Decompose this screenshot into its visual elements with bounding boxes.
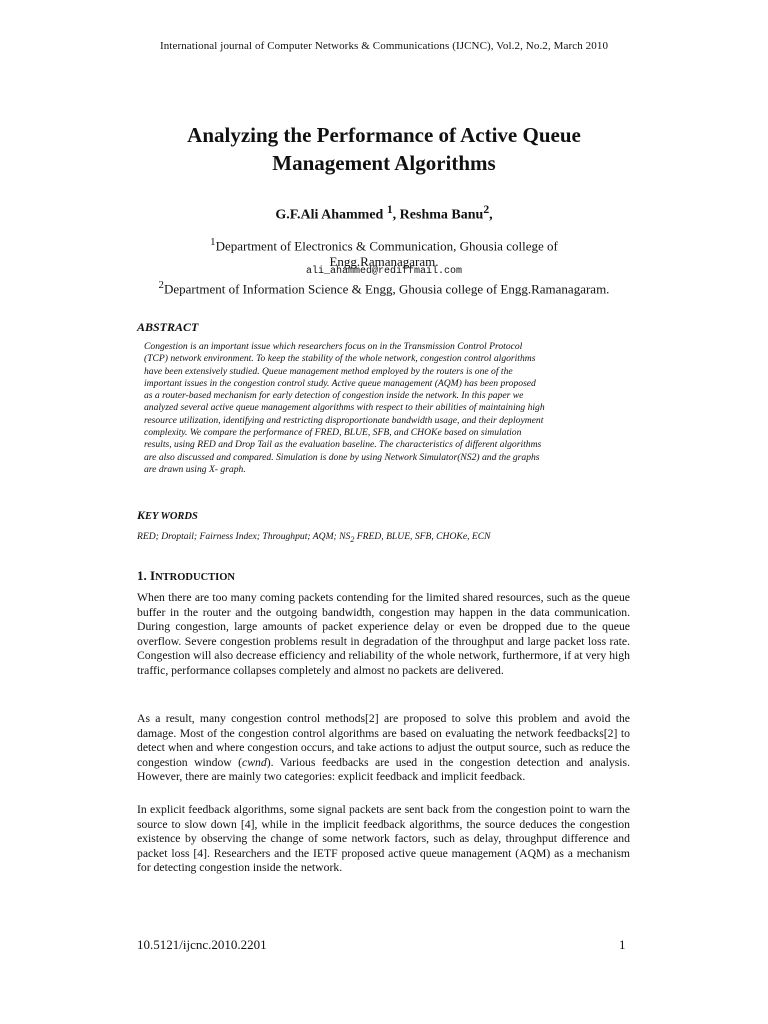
keywords-list — [137, 531, 628, 544]
author-2: Reshma Banu — [399, 207, 484, 223]
affiliation-1-line-1 — [0, 234, 768, 254]
intro-paragraph-2-start: As a result, many congestion control methods[2] are proposed to solve this problem and avoid the damage. Most of the congestion control algorithms are based on evaluating the network feedbacks[2] to detect when and where congestion occurs, and take actions to adjust the output source, such as reduce the congestion window ( — [137, 712, 630, 769]
keywords-heading-rest: EY WORDS — [145, 511, 198, 522]
footer-doi: 10.5121/ijcnc.2010.2201 — [137, 937, 267, 952]
affiliation-2-mark: 2 — [158, 279, 164, 291]
abstract-heading: ABSTRACT — [137, 320, 199, 334]
author-1: G.F.Ali Ahammed — [275, 207, 384, 223]
author-separator: , — [392, 207, 400, 223]
abstract-body — [144, 341, 628, 476]
abstract-line: as a router-based mechanism for early detection of congestion inside the network. In this paper we — [144, 390, 524, 402]
intro-paragraph-2 — [137, 712, 630, 785]
abstract-line: (TCP) network environment. To keep the stability of the whole network, congestion control algorithms — [144, 353, 536, 365]
affiliation-2-text: Department of Information Science & Engg, Ghousia college of Engg.Ramanagaram. — [163, 281, 610, 297]
abstract-line: complexity. We compare the performance of FRED, BLUE, SFB, and CHOKe based on simulation — [144, 427, 522, 439]
author-list — [0, 203, 768, 224]
abstract-line: are also discussed and compared. Simulation is done by using Network Simulator(NS2) and the graphs — [144, 451, 540, 463]
author-2-affil-mark: 2 — [483, 203, 490, 216]
keywords-text-before: RED; Droptail; Fairness Index; Throughput; AQM; NS — [137, 531, 351, 542]
keywords-text-after: FRED, BLUE, SFB, CHOKe, ECN — [354, 531, 491, 542]
intro-paragraph-3: In explicit feedback algorithms, some signal packets are sent back from the congestion point to warn the source to slow down [4], while in the implicit feedback algorithms, the source deduces the congestion existence by observing the change of some network factors, such as delay, throughput difference and packet loss [4]. Researchers and the IETF proposed active queue management (AQM) as a mechanism for detecting congestion inside the network. — [137, 803, 630, 875]
running-header: International journal of Computer Networks & Communications (IJCNC), Vol.2, No.2, March 2010 — [159, 40, 609, 52]
author-tail: , — [489, 207, 493, 223]
introduction-heading-rest: NTRODUCTION — [155, 572, 235, 583]
paper-title — [0, 121, 768, 177]
abstract-line: resource utilization, identifying and restricting disproportionate bandwidth usage, and their deployment — [144, 414, 544, 426]
abstract-line: important issues in the congestion control study. Active queue management (AQM) has been proposed — [144, 377, 536, 389]
affiliation-1-line-2: Engg.Ramanagaram. — [329, 254, 439, 270]
keywords-subscript: 2 — [350, 534, 355, 544]
introduction-heading — [137, 568, 235, 584]
title-line-1: Analyzing the Performance of Active Queue — [187, 123, 581, 147]
author-1-affil-mark: 1 — [386, 203, 393, 216]
abstract-line: analyzed several active queue management algorithms with respect to their abilities of maintaining high — [144, 402, 545, 414]
abstract-line: have been extensively studied. Queue management method employed by the routers is one of the — [144, 365, 513, 377]
title-line-2: Management Algorithms — [272, 151, 496, 175]
abstract-line: Congestion is an important issue which researchers focus on in the Transmission Control Protocol — [144, 341, 523, 352]
affiliation-1 — [0, 234, 768, 270]
intro-paragraph-1: When there are too many coming packets contending for the limited shared resources, such as the queue buffer in the router and the outgoing bandwidth, congestion may happen in the data communication. During congestion, large amounts of packet experience delay or even be dropped due to the queue overflow. Severe congestion problems result in degradation of the throughput and large packet loss rate. Congestion will also decrease efficiency and reliability of the whole network, furthermore, if at very high traffic, performance collapses completely and almost no packets are delivered. — [137, 591, 630, 677]
affiliation-1-text: Department of Electronics & Communication, Ghousia college of — [215, 238, 558, 254]
intro-paragraph-2-emphasis: cwnd — [242, 755, 267, 769]
affiliation-1-mark: 1 — [210, 236, 216, 248]
intro-paragraph-2-end: ). Various feedbacks are used in the congestion detection and analysis. However, there are mainly two categories: explicit feedback and implicit feedback. — [137, 755, 631, 784]
page-number: 1 — [619, 937, 626, 952]
abstract-line: are drawn using X- graph. — [144, 463, 246, 475]
author-email: ali_ahammed@rediffmail.com — [305, 266, 463, 277]
abstract-line: results, using RED and Drop Tail as the evaluation baseline. The characteristics of different algorithms — [144, 439, 542, 451]
keywords-heading-initial: K — [137, 508, 146, 522]
keywords-heading — [137, 508, 198, 523]
affiliation-2 — [0, 279, 768, 297]
introduction-heading-number: 1. I — [137, 568, 156, 583]
